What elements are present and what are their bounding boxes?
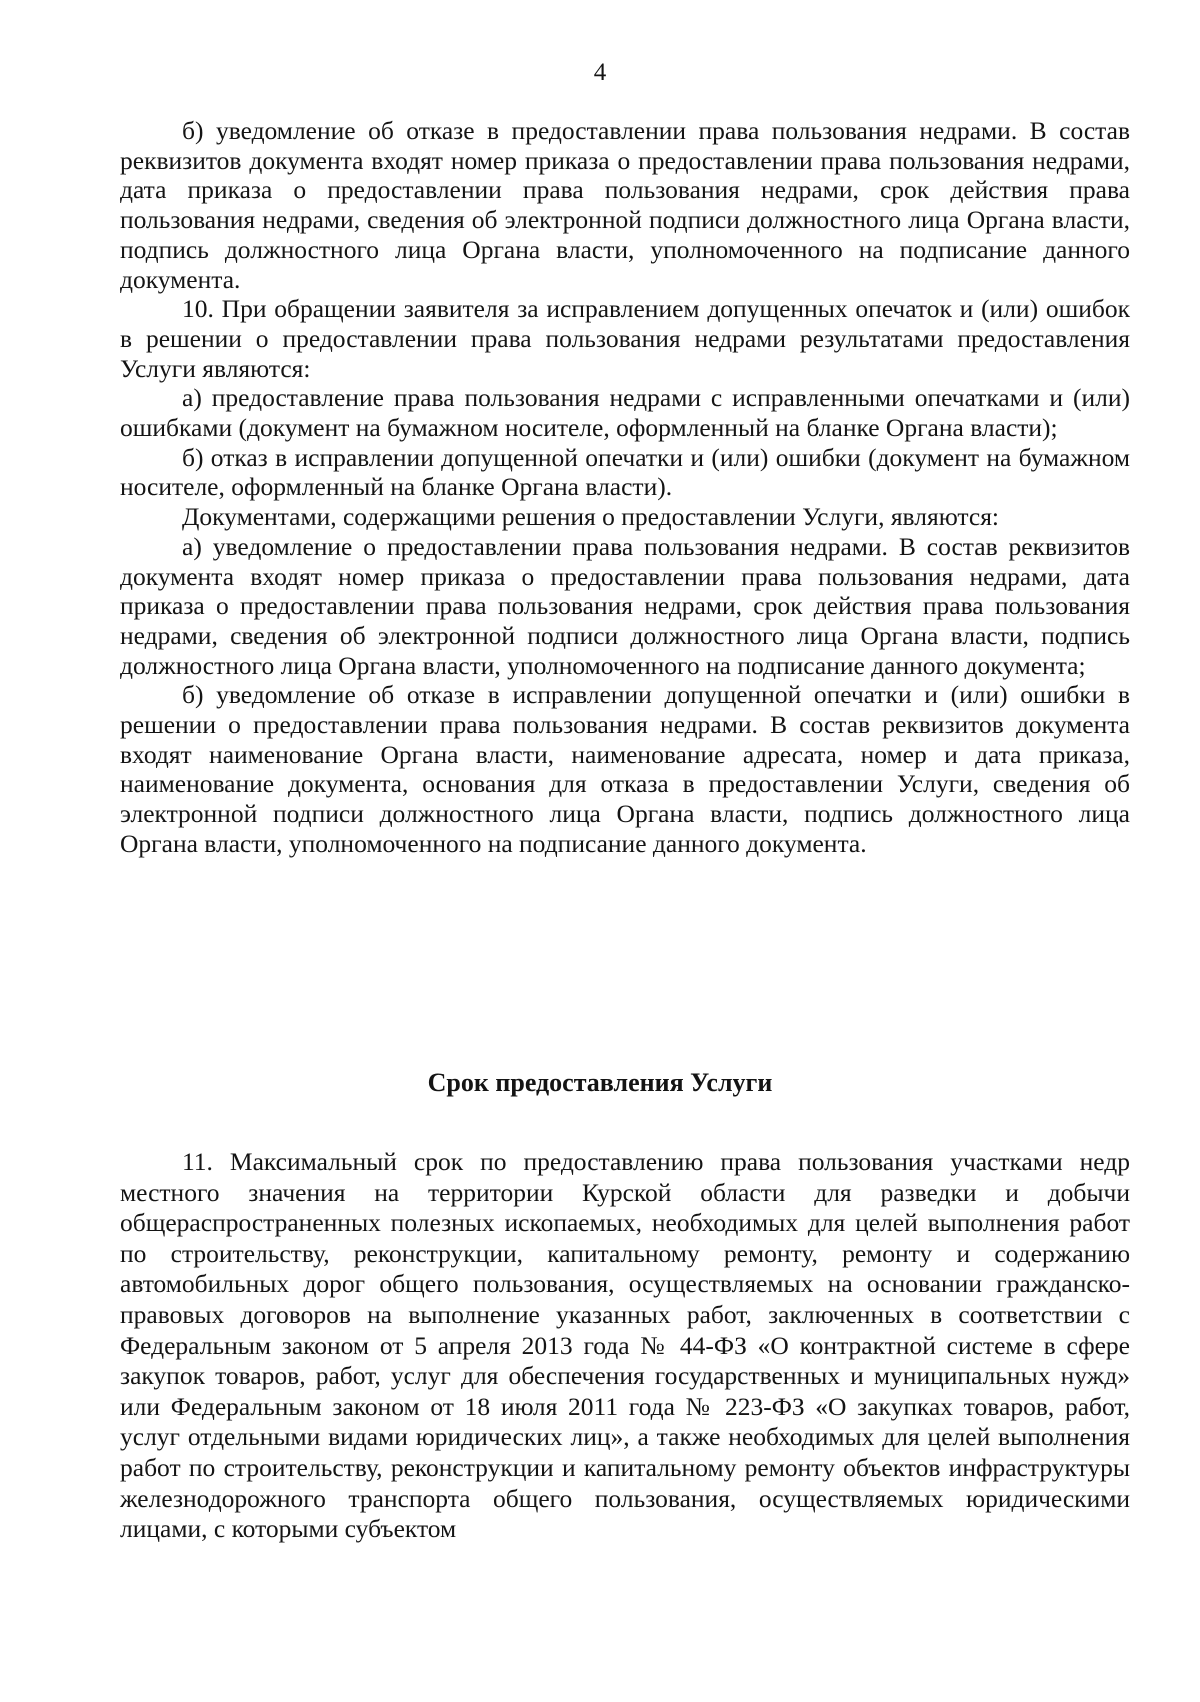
section-body [120,1147,1130,1545]
paragraph-item-10-a: а) предоставление права пользования недрами с исправленными опечатками и (или) ошибками (документ на бумажном носителе, оформленный на бланке Органа власти); [120,383,1130,443]
paragraph-notice-refusal: б) уведомление об отказе в предоставлении права пользования недрами. В состав реквизитов документа входят номер приказа о предоставлении права пользования недрами, дата приказа о предоставлении права пользования недрами, срок действия права пользования недрами, сведения об электронной подписи должностного лица Органа власти, подпись должностного лица Органа власти, уполномоченного на подписание данного документа. [120,116,1130,294]
paragraph-decision-a: а) уведомление о предоставлении права пользования недрами. В состав реквизитов документа входят номер приказа о предоставлении права пользования недрами, дата приказа о предоставлении права пользования недрами, срок действия права пользования недрами, сведения об электронной подписи должностного лица Органа власти, подпись должностного лица Органа власти, уполномоченного на подписание данного документа; [120,531,1130,680]
paragraph-item-10: 10. При обращении заявителя за исправлением допущенных опечаток и (или) ошибок в решении о предоставлении права пользования недрами результатами предоставления Услуги являются: [120,294,1130,383]
paragraph-item-10-b: б) отказ в исправлении допущенной опечатки и (или) ошибки (документ на бумажном носителе, оформленный на бланке Органа власти). [120,442,1130,502]
paragraph-decision-documents: Документами, содержащими решения о предоставлении Услуги, являются: [182,502,1000,532]
page-number: 4 [593,59,607,86]
paragraph-decision-b: б) уведомление об отказе в исправлении допущенной опечатки и (или) ошибки в решении о предоставлении права пользования недрами. В состав реквизитов документа входят наименование Органа власти, наименование адресата, номер и дата приказа, наименование документа, основания для отказа в предоставлении Услуги, сведения об электронной подписи должностного лица Органа власти, подпись должностного лица Органа власти, уполномоченного на подписание данного документа. [120,680,1130,858]
section-heading: Срок предоставления Услуги [427,1068,773,1097]
paragraph-item-11: 11. Максимальный срок по предоставлению права пользования участками недр местного значения на территории Курской области для разведки и добычи общераспространенных полезных ископаемых, необходимых для целей выполнения работ по строительству, реконструкции, капитальному ремонту, ремонту и содержанию автомобильных дорог общего пользования, осуществляемых на основании гражданско-правовых договоров на выполнение указанных работ, заключенных в соответствии с Федеральным законом от 5 апреля 2013 года № 44-ФЗ «О контрактной системе в сфере закупок товаров, работ, услуг для обеспечения государственных и муниципальных нужд» или Федеральным законом от 18 июля 2011 года № 223-ФЗ «О закупках товаров, работ, услуг отдельными видами юридических лиц», а также необходимых для целей выполнения работ по строительству, реконструкции и капитальному ремонту объектов инфраструктуры железнодорожного транспорта общего пользования, осуществляемых юридическими лицами, с которыми субъектом [120,1147,1130,1544]
document-body [120,116,1130,859]
